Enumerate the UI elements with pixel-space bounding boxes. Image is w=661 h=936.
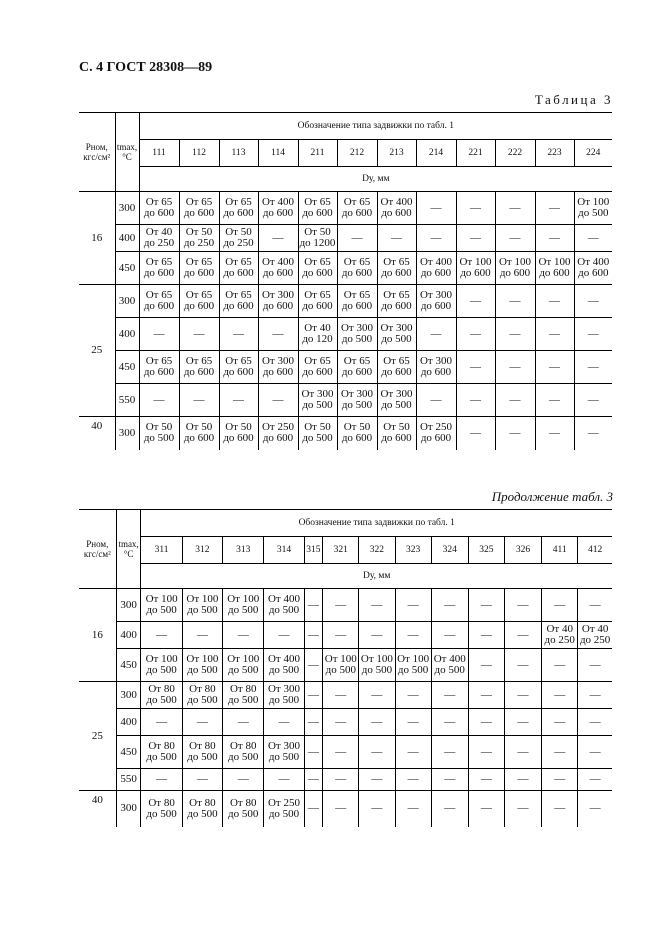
diameter-range-cell: От 300 до 500 <box>264 682 304 709</box>
temperature-cell: 450 <box>116 736 141 769</box>
diameter-range-cell: — <box>359 622 395 649</box>
code-211: 211 <box>298 140 337 167</box>
diameter-range-cell: От 65 до 600 <box>377 285 416 318</box>
diameter-range-cell: От 100 до 500 <box>323 649 359 682</box>
diameter-range-cell: От 400 до 600 <box>258 192 298 225</box>
table-row <box>79 709 612 736</box>
temperature-cell: 450 <box>116 649 141 682</box>
diameter-range-cell: — <box>304 622 323 649</box>
diameter-range-cell: От 100 до 500 <box>141 649 182 682</box>
header-row <box>79 510 612 537</box>
diameter-range-cell: От 40 до 250 <box>578 622 612 649</box>
diameter-range-cell: От 300 до 600 <box>258 351 298 384</box>
diameter-range-cell: От 300 до 500 <box>377 318 416 351</box>
diameter-range-cell: — <box>304 649 323 682</box>
diameter-range-cell: — <box>504 649 541 682</box>
diameter-range-cell: — <box>179 318 219 351</box>
t-max-header: tmax, °C <box>116 510 141 589</box>
diameter-range-cell: — <box>395 769 431 791</box>
temperature-cell: 300 <box>116 682 141 709</box>
diameter-range-cell: От 400 до 600 <box>377 192 416 225</box>
diameter-range-cell: — <box>258 318 298 351</box>
diameter-range-cell: — <box>359 589 395 622</box>
diameter-range-cell: — <box>495 318 535 351</box>
diameter-range-cell: — <box>495 351 535 384</box>
diameter-range-cell: — <box>578 769 612 791</box>
diameter-range-cell: От 100 до 500 <box>182 589 222 622</box>
diameter-range-cell: — <box>456 318 495 351</box>
diameter-range-cell: — <box>468 589 504 622</box>
diameter-range-cell: — <box>468 709 504 736</box>
diameter-range-cell: — <box>304 709 323 736</box>
diameter-range-cell: — <box>182 709 222 736</box>
diameter-range-cell: — <box>431 769 468 791</box>
diameter-range-cell: — <box>431 682 468 709</box>
diameter-range-cell: — <box>219 318 258 351</box>
diameter-range-cell: — <box>304 682 323 709</box>
diameter-range-cell: От 300 до 500 <box>337 318 377 351</box>
temperature-cell: 300 <box>116 791 141 827</box>
code-214: 214 <box>416 140 456 167</box>
diameter-range-cell: — <box>359 769 395 791</box>
diameter-range-cell: — <box>574 225 612 252</box>
diameter-range-cell: — <box>179 384 219 417</box>
table-row <box>79 192 612 225</box>
code-223: 223 <box>535 140 574 167</box>
table-row <box>79 736 612 769</box>
diameter-range-cell: От 100 до 600 <box>456 252 495 285</box>
diameter-range-cell: — <box>431 622 468 649</box>
code-411: 411 <box>542 537 578 564</box>
table-row <box>79 417 612 450</box>
diameter-range-cell: От 50 до 600 <box>337 417 377 450</box>
diameter-range-cell: — <box>535 417 574 450</box>
temperature-cell: 400 <box>116 709 141 736</box>
diameter-range-cell: — <box>468 622 504 649</box>
diameter-range-cell: — <box>574 417 612 450</box>
diameter-range-cell: — <box>359 682 395 709</box>
table-row <box>79 649 612 682</box>
diameter-range-cell: — <box>359 736 395 769</box>
diameter-range-cell: — <box>578 682 612 709</box>
diameter-range-cell: — <box>416 384 456 417</box>
diameter-range-cell: — <box>359 709 395 736</box>
p-nominal-header: Pном, кгс/см² <box>79 510 116 589</box>
diameter-range-cell: От 300 до 600 <box>416 351 456 384</box>
diameter-range-cell: От 50 до 500 <box>298 417 337 450</box>
diameter-range-cell: — <box>141 769 182 791</box>
diameter-range-cell: От 80 до 500 <box>182 682 222 709</box>
diameter-range-cell: От 65 до 600 <box>139 351 179 384</box>
diameter-range-cell: От 80 до 500 <box>141 791 182 827</box>
code-312: 312 <box>182 537 222 564</box>
diameter-range-cell: — <box>504 682 541 709</box>
diameter-range-cell: От 80 до 500 <box>141 736 182 769</box>
diameter-range-cell: От 300 до 500 <box>298 384 337 417</box>
diameter-range-cell: От 65 до 600 <box>179 192 219 225</box>
code-111: 111 <box>139 140 179 167</box>
diameter-range-cell: — <box>574 318 612 351</box>
pressure-cell: 16 <box>79 192 115 285</box>
diameter-range-cell: От 100 до 500 <box>182 649 222 682</box>
diameter-range-cell: — <box>495 225 535 252</box>
diameter-range-cell: — <box>542 709 578 736</box>
diameter-range-cell: — <box>323 769 359 791</box>
diameter-range-cell: — <box>182 622 222 649</box>
diameter-range-cell: — <box>264 622 304 649</box>
diameter-range-cell: — <box>431 736 468 769</box>
diameter-range-cell: — <box>574 384 612 417</box>
diameter-range-cell: От 50 до 600 <box>179 417 219 450</box>
diameter-range-cell: — <box>182 769 222 791</box>
code-212: 212 <box>337 140 377 167</box>
diameter-units-header: Dу, мм <box>139 167 612 192</box>
diameter-range-cell: — <box>535 225 574 252</box>
diameter-range-cell: — <box>578 589 612 622</box>
diameter-range-cell: — <box>504 709 541 736</box>
diameter-range-cell: — <box>223 769 264 791</box>
diameter-range-cell: От 400 до 500 <box>264 649 304 682</box>
table-row <box>79 225 612 252</box>
page-header: С. 4 ГОСТ 28308—89 <box>79 60 213 75</box>
diameter-range-cell: — <box>542 649 578 682</box>
diameter-range-cell: — <box>258 225 298 252</box>
temperature-cell: 450 <box>115 252 139 285</box>
temperature-cell: 400 <box>115 318 139 351</box>
diameter-range-cell: От 50 до 250 <box>219 225 258 252</box>
diameter-range-cell: — <box>504 622 541 649</box>
diameter-range-cell: От 40 до 250 <box>542 622 578 649</box>
diameter-range-cell: От 100 до 500 <box>359 649 395 682</box>
diameter-range-cell: — <box>535 192 574 225</box>
diameter-range-cell: — <box>359 791 395 827</box>
diameter-range-cell: — <box>304 769 323 791</box>
temperature-cell: 400 <box>116 622 141 649</box>
code-412: 412 <box>578 537 612 564</box>
diameter-range-cell: — <box>264 769 304 791</box>
diameter-range-cell: От 65 до 600 <box>377 351 416 384</box>
diameter-range-cell: От 65 до 600 <box>179 252 219 285</box>
diameter-range-cell: От 100 до 500 <box>395 649 431 682</box>
temperature-cell: 300 <box>115 417 139 450</box>
diameter-range-cell: — <box>431 589 468 622</box>
diameter-range-cell: От 65 до 600 <box>179 351 219 384</box>
diameter-range-cell: — <box>535 285 574 318</box>
diameter-range-cell: От 65 до 600 <box>337 252 377 285</box>
table2-caption: Продолжение табл. 3 <box>491 489 613 504</box>
code-313: 313 <box>223 537 264 564</box>
diameter-range-cell: От 65 до 600 <box>219 192 258 225</box>
pressure-cell: 25 <box>79 285 115 417</box>
diameter-range-cell: От 65 до 600 <box>219 285 258 318</box>
diameter-range-cell: От 100 до 500 <box>223 649 264 682</box>
diameter-range-cell: От 250 до 600 <box>416 417 456 450</box>
diameter-range-cell: От 100 до 500 <box>141 589 182 622</box>
diameter-range-cell: — <box>535 384 574 417</box>
diameter-range-cell: — <box>139 318 179 351</box>
header-row <box>79 113 612 140</box>
p-nominal-header: Pном, кгс/см² <box>79 113 115 192</box>
diameter-range-cell: — <box>535 351 574 384</box>
diameter-range-cell: — <box>141 622 182 649</box>
temperature-cell: 400 <box>115 225 139 252</box>
diameter-range-cell: От 80 до 500 <box>182 736 222 769</box>
diameter-range-cell: — <box>264 709 304 736</box>
table-row <box>79 384 612 417</box>
diameter-range-cell: — <box>578 791 612 827</box>
table-row <box>79 791 612 827</box>
diameter-range-cell: — <box>578 649 612 682</box>
table-row <box>79 351 612 384</box>
diameter-range-cell: От 300 до 500 <box>337 384 377 417</box>
diameter-range-cell: — <box>223 709 264 736</box>
diameter-range-cell: От 65 до 600 <box>298 285 337 318</box>
code-213: 213 <box>377 140 416 167</box>
diameter-range-cell: — <box>456 285 495 318</box>
valve-type-header: Обозначение типа задвижки по табл. 1 <box>141 510 612 537</box>
diameter-range-cell: От 400 до 500 <box>431 649 468 682</box>
diameter-range-cell: — <box>542 682 578 709</box>
diameter-range-cell: От 80 до 500 <box>223 791 264 827</box>
diameter-range-cell: От 100 до 600 <box>495 252 535 285</box>
codes-row <box>79 140 612 167</box>
diameter-range-cell: — <box>504 589 541 622</box>
table-row <box>79 769 612 791</box>
diameter-range-cell: — <box>542 589 578 622</box>
diameter-range-cell: От 50 до 600 <box>377 417 416 450</box>
temperature-cell: 450 <box>115 351 139 384</box>
temperature-cell: 300 <box>115 285 139 318</box>
diameter-range-cell: От 65 до 600 <box>219 252 258 285</box>
code-322: 322 <box>359 537 395 564</box>
diameter-range-cell: — <box>395 622 431 649</box>
pressure-cell: 25 <box>79 682 116 791</box>
diameter-range-cell: — <box>504 769 541 791</box>
diameter-range-cell: От 300 до 600 <box>258 285 298 318</box>
diameter-range-cell: — <box>542 791 578 827</box>
diameter-range-cell: От 65 до 600 <box>139 252 179 285</box>
diameter-range-cell: От 80 до 500 <box>141 682 182 709</box>
t-max-header: tmax, °C <box>115 113 139 192</box>
diameter-range-cell: — <box>377 225 416 252</box>
diameter-range-cell: — <box>456 417 495 450</box>
diameter-range-cell: — <box>323 682 359 709</box>
diameter-range-cell: — <box>456 384 495 417</box>
diameter-range-cell: От 65 до 600 <box>337 351 377 384</box>
diameter-range-cell: — <box>139 384 179 417</box>
diameter-range-cell: От 65 до 600 <box>298 192 337 225</box>
diameter-range-cell: — <box>323 622 359 649</box>
diameter-range-cell: От 400 до 600 <box>416 252 456 285</box>
diameter-range-cell: От 65 до 600 <box>219 351 258 384</box>
diameter-range-cell: — <box>304 736 323 769</box>
diameter-range-cell: — <box>323 736 359 769</box>
diameter-range-cell: — <box>323 791 359 827</box>
diameter-range-cell: — <box>416 225 456 252</box>
diameter-range-cell: — <box>395 682 431 709</box>
diameter-range-cell: От 65 до 600 <box>298 351 337 384</box>
diameter-range-cell: От 65 до 600 <box>179 285 219 318</box>
diameter-range-cell: — <box>574 351 612 384</box>
temperature-cell: 550 <box>115 384 139 417</box>
diameter-range-cell: — <box>495 384 535 417</box>
diameter-range-cell: — <box>542 769 578 791</box>
diameter-range-cell: От 80 до 500 <box>182 791 222 827</box>
codes-row <box>79 537 612 564</box>
code-321: 321 <box>323 537 359 564</box>
diameter-range-cell: — <box>258 384 298 417</box>
diameter-range-cell: — <box>495 417 535 450</box>
diameter-range-cell: — <box>395 589 431 622</box>
units-row <box>79 167 612 192</box>
diameter-range-cell: От 65 до 600 <box>337 192 377 225</box>
table-row <box>79 285 612 318</box>
diameter-range-cell: От 400 до 600 <box>258 252 298 285</box>
diameter-range-cell: — <box>456 351 495 384</box>
diameter-range-cell: — <box>431 709 468 736</box>
diameter-range-cell: — <box>304 589 323 622</box>
table1-caption: Таблица 3 <box>534 92 613 107</box>
diameter-range-cell: От 300 до 500 <box>264 736 304 769</box>
code-326: 326 <box>504 537 541 564</box>
diameter-range-cell: От 100 до 600 <box>535 252 574 285</box>
diameter-range-cell: От 65 до 600 <box>377 252 416 285</box>
diameter-range-cell: От 80 до 500 <box>223 682 264 709</box>
diameter-range-cell: — <box>323 589 359 622</box>
diameter-range-cell: — <box>416 318 456 351</box>
diameter-range-cell: От 40 до 250 <box>139 225 179 252</box>
code-113: 113 <box>219 140 258 167</box>
diameter-range-cell: — <box>456 225 495 252</box>
diameter-units-header: Dу, мм <box>141 564 612 589</box>
diameter-range-cell: — <box>468 769 504 791</box>
table-row <box>79 318 612 351</box>
diameter-range-cell: — <box>337 225 377 252</box>
code-221: 221 <box>456 140 495 167</box>
diameter-range-cell: — <box>495 285 535 318</box>
code-311: 311 <box>141 537 182 564</box>
diameter-range-cell: От 400 до 500 <box>264 589 304 622</box>
diameter-range-cell: — <box>504 736 541 769</box>
diameter-range-cell: — <box>395 709 431 736</box>
diameter-range-cell: — <box>578 736 612 769</box>
diameter-range-cell: — <box>495 192 535 225</box>
diameter-range-cell: От 65 до 600 <box>139 192 179 225</box>
temperature-cell: 300 <box>116 589 141 622</box>
diameter-range-cell: — <box>416 192 456 225</box>
code-324: 324 <box>431 537 468 564</box>
diameter-range-cell: — <box>395 791 431 827</box>
diameter-range-cell: — <box>468 682 504 709</box>
code-114: 114 <box>258 140 298 167</box>
valve-type-header: Обозначение типа задвижки по табл. 1 <box>139 113 612 140</box>
table2 <box>79 509 612 827</box>
code-315: 315 <box>304 537 323 564</box>
diameter-range-cell: — <box>468 649 504 682</box>
diameter-range-cell: — <box>535 318 574 351</box>
diameter-range-cell: — <box>323 709 359 736</box>
code-224: 224 <box>574 140 612 167</box>
pressure-cell: 40 <box>79 791 116 827</box>
diameter-range-cell: От 300 до 600 <box>416 285 456 318</box>
diameter-range-cell: — <box>468 791 504 827</box>
temperature-cell: 300 <box>115 192 139 225</box>
code-314: 314 <box>264 537 304 564</box>
diameter-range-cell: — <box>431 791 468 827</box>
diameter-range-cell: От 65 до 600 <box>298 252 337 285</box>
diameter-range-cell: От 100 до 500 <box>223 589 264 622</box>
table-row <box>79 252 612 285</box>
table-row <box>79 589 612 622</box>
diameter-range-cell: От 50 до 600 <box>219 417 258 450</box>
diameter-range-cell: — <box>574 285 612 318</box>
table-row <box>79 682 612 709</box>
code-222: 222 <box>495 140 535 167</box>
diameter-range-cell: От 50 до 250 <box>179 225 219 252</box>
units-row <box>79 564 612 589</box>
diameter-range-cell: — <box>504 791 541 827</box>
diameter-range-cell: — <box>141 709 182 736</box>
diameter-range-cell: От 100 до 500 <box>574 192 612 225</box>
diameter-range-cell: — <box>542 736 578 769</box>
diameter-range-cell: — <box>304 791 323 827</box>
diameter-range-cell: — <box>456 192 495 225</box>
diameter-range-cell: От 250 до 500 <box>264 791 304 827</box>
diameter-range-cell: От 50 до 1200 <box>298 225 337 252</box>
temperature-cell: 550 <box>116 769 141 791</box>
code-325: 325 <box>468 537 504 564</box>
pressure-cell: 40 <box>79 417 115 450</box>
diameter-range-cell: — <box>395 736 431 769</box>
diameter-range-cell: От 80 до 500 <box>223 736 264 769</box>
diameter-range-cell: От 65 до 600 <box>337 285 377 318</box>
diameter-range-cell: От 50 до 500 <box>139 417 179 450</box>
diameter-range-cell: От 300 до 500 <box>377 384 416 417</box>
diameter-range-cell: От 40 до 120 <box>298 318 337 351</box>
diameter-range-cell: От 400 до 600 <box>574 252 612 285</box>
diameter-range-cell: От 65 до 600 <box>139 285 179 318</box>
code-323: 323 <box>395 537 431 564</box>
diameter-range-cell: — <box>578 709 612 736</box>
table1 <box>79 112 612 450</box>
diameter-range-cell: От 250 до 600 <box>258 417 298 450</box>
code-112: 112 <box>179 140 219 167</box>
table-row <box>79 622 612 649</box>
diameter-range-cell: — <box>468 736 504 769</box>
diameter-range-cell: — <box>219 384 258 417</box>
diameter-range-cell: — <box>223 622 264 649</box>
pressure-cell: 16 <box>79 589 116 682</box>
